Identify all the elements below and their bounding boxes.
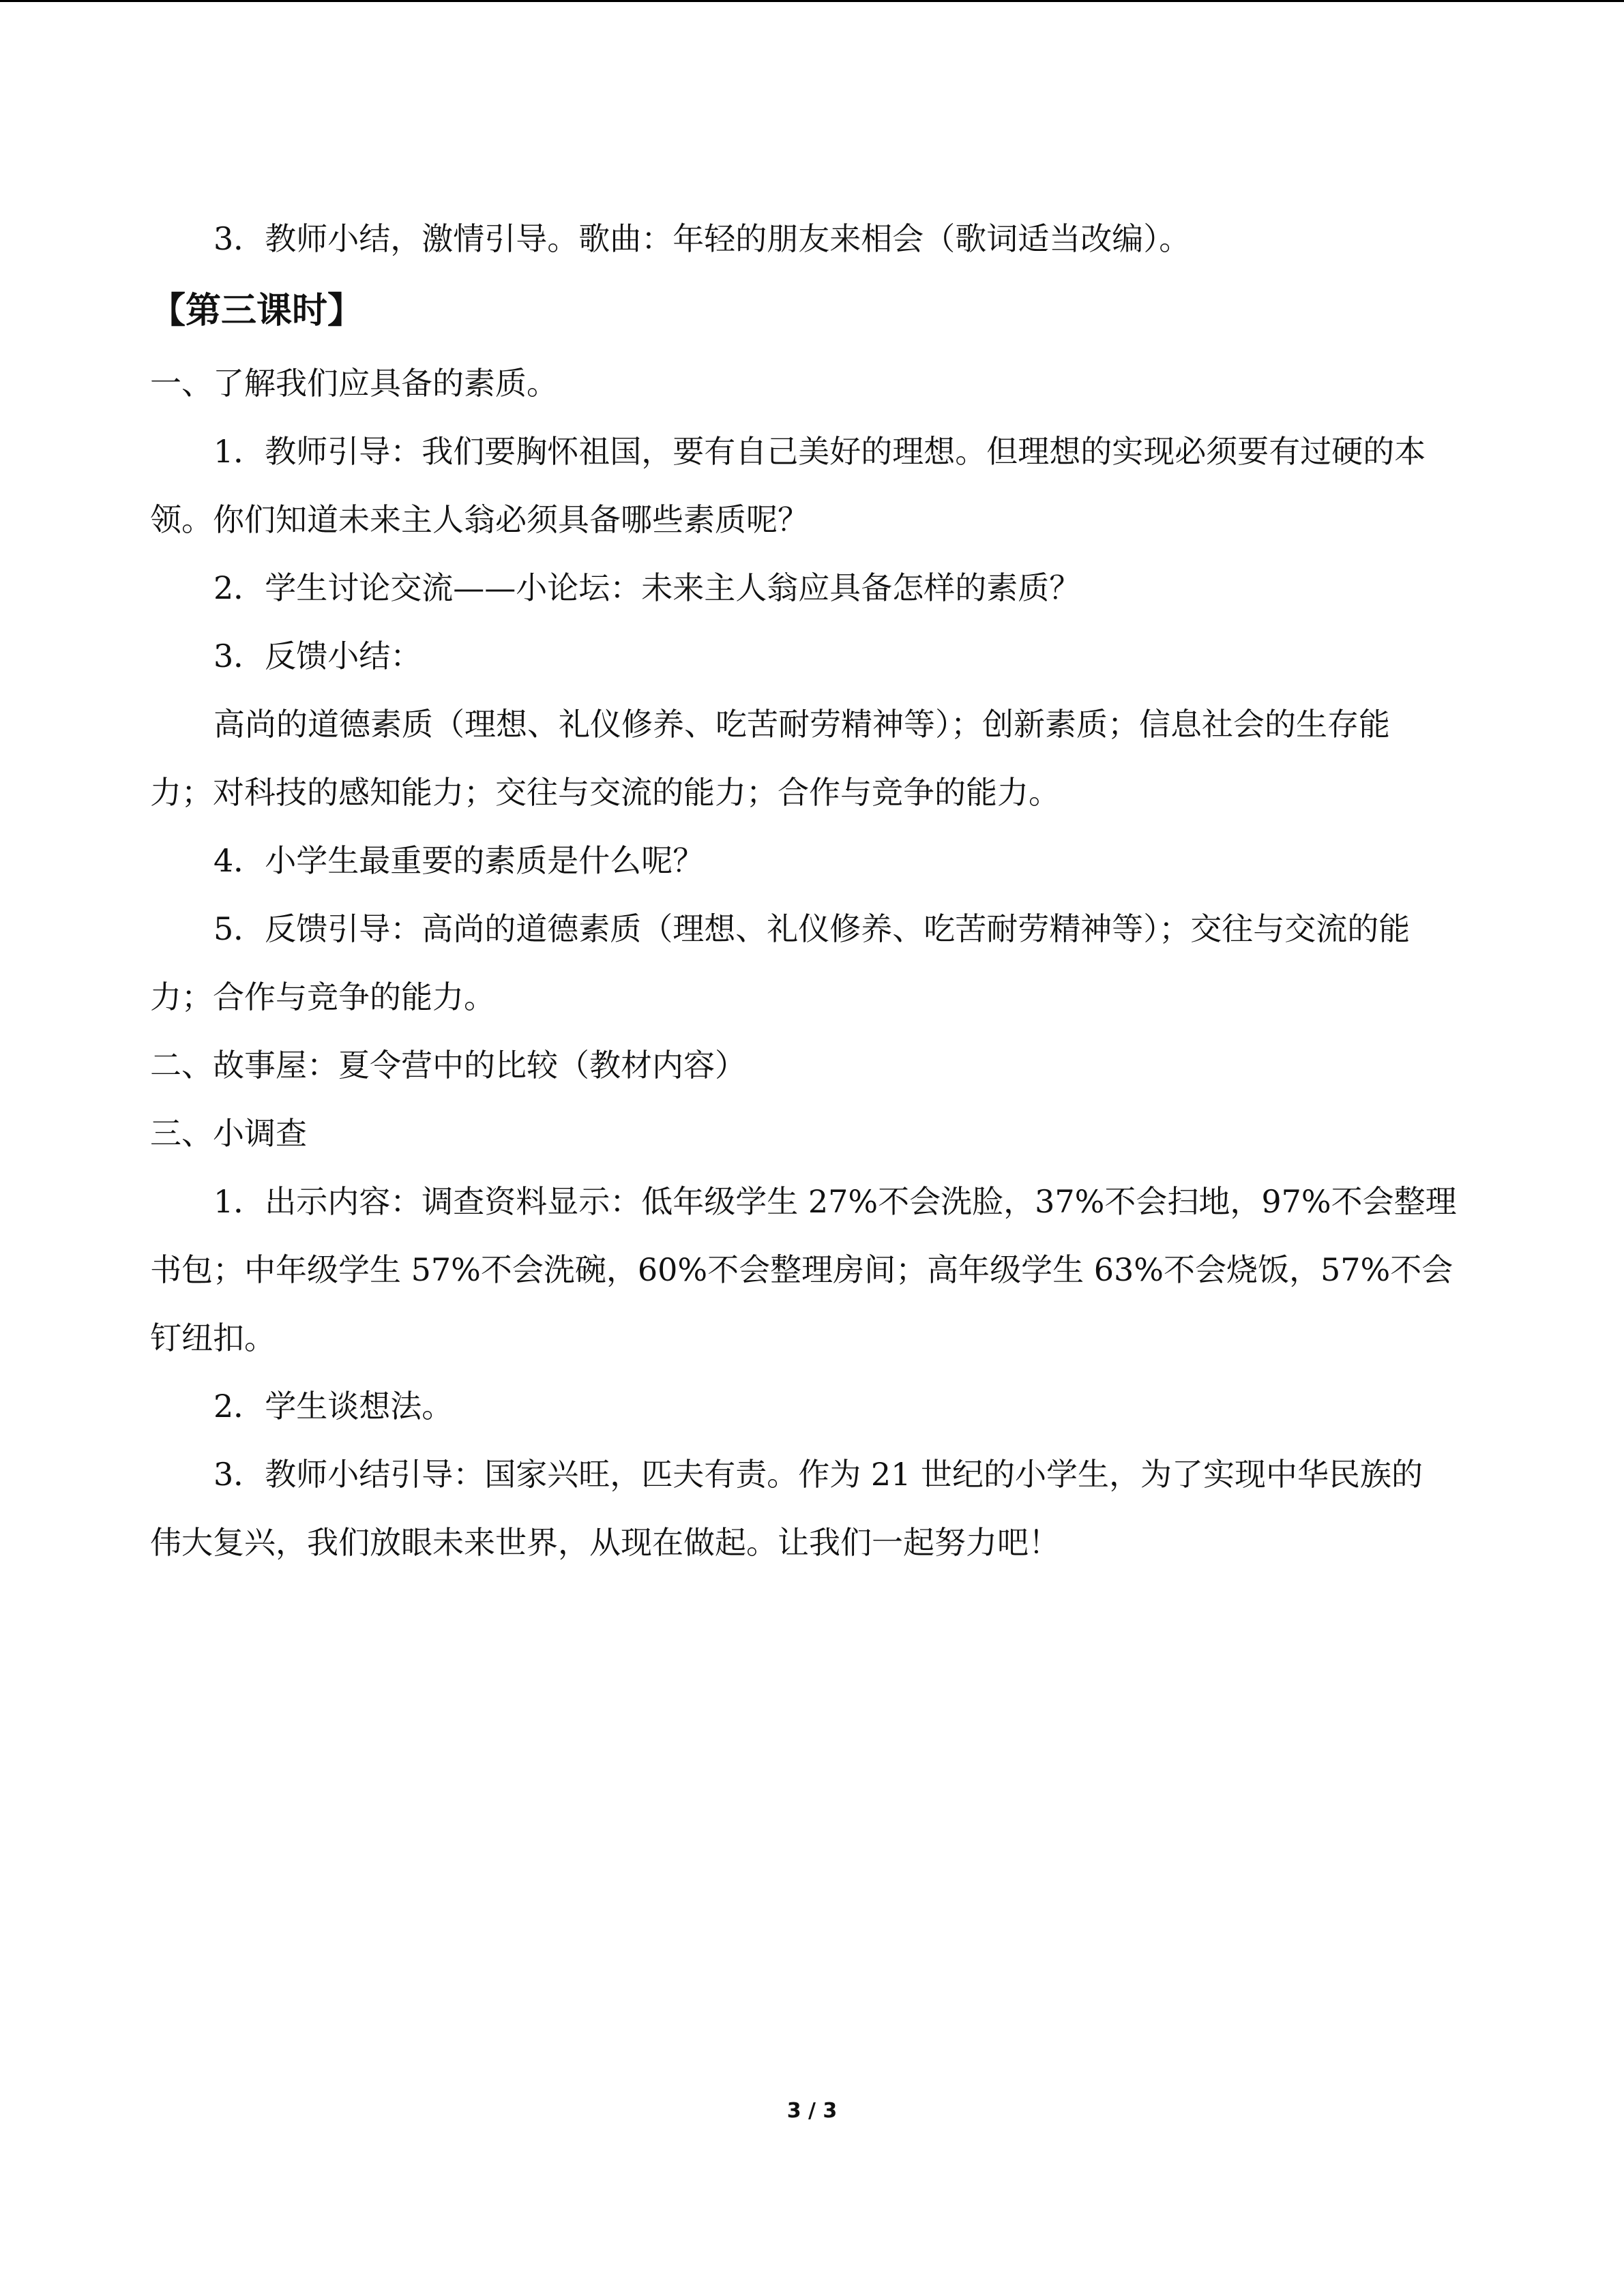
paragraph-survey-data-line1: 1．出示内容：调查资料显示：低年级学生 27%不会洗脸，37%不会扫地，97%不会整理 [213, 1183, 1457, 1220]
page-number: 3 / 3 [786, 2099, 838, 2123]
heading-survey: 三、小调查 [150, 1115, 307, 1152]
paragraph-qualities-list-line2: 力；对科技的感知能力；交往与交流的能力；合作与竞争的能力。 [150, 774, 1060, 811]
paragraph-important-quality: 4．小学生最重要的素质是什么呢？ [213, 842, 705, 879]
paragraph-feedback-guide-line1: 5．反馈引导：高尚的道德素质（理想、礼仪修养、吃苦耐劳精神等）；交往与交流的能 [213, 910, 1411, 947]
paragraph-teacher-guide-line1: 1．教师引导：我们要胸怀祖国，要有自己美好的理想。但理想的实现必须要有过硬的本 [213, 433, 1426, 470]
paragraph-feedback-guide-line2: 力；合作与竞争的能力。 [150, 979, 495, 1015]
paragraph-qualities-list-line1: 高尚的道德素质（理想、礼仪修养、吃苦耐劳精神等）；创新素质；信息社会的生存能 [213, 706, 1390, 743]
heading-story-house: 二、故事屋：夏令营中的比较（教材内容） [150, 1047, 746, 1084]
document-page [150, 205, 1477, 1577]
paragraph-song-summary: 3．教师小结，激情引导。歌曲：年轻的朋友来相会（歌词适当改编）。 [213, 220, 1191, 257]
section-heading-third-lesson: 【第三课时】 [150, 290, 364, 331]
paragraph-survey-data-line3: 钉纽扣。 [150, 1320, 276, 1356]
paragraph-student-thoughts: 2．学生谈想法。 [213, 1388, 454, 1425]
paragraph-teacher-guide-line2: 领。你们知道未来主人翁必须具备哪些素质呢？ [150, 501, 809, 538]
paragraph-teacher-conclusion-line2: 伟大复兴，我们放眼未来世界，从现在做起。让我们一起努力吧！ [150, 1524, 1060, 1561]
paragraph-teacher-conclusion-line1: 3．教师小结引导：国家兴旺，匹夫有责。作为 21 世纪的小学生，为了实现中华民族的 [213, 1456, 1423, 1493]
top-border-rule [0, 0, 1624, 2]
paragraph-survey-data-line2: 书包；中年级学生 57%不会洗碗，60%不会整理房间；高年级学生 63%不会烧饭，57%不会 [150, 1251, 1453, 1288]
paragraph-feedback-summary: 3．反馈小结： [213, 638, 422, 674]
paragraph-student-discussion: 2．学生讨论交流——小论坛：未来主人翁应具备怎样的素质？ [213, 569, 1081, 606]
heading-qualities: 一、了解我们应具备的素质。 [150, 365, 558, 402]
